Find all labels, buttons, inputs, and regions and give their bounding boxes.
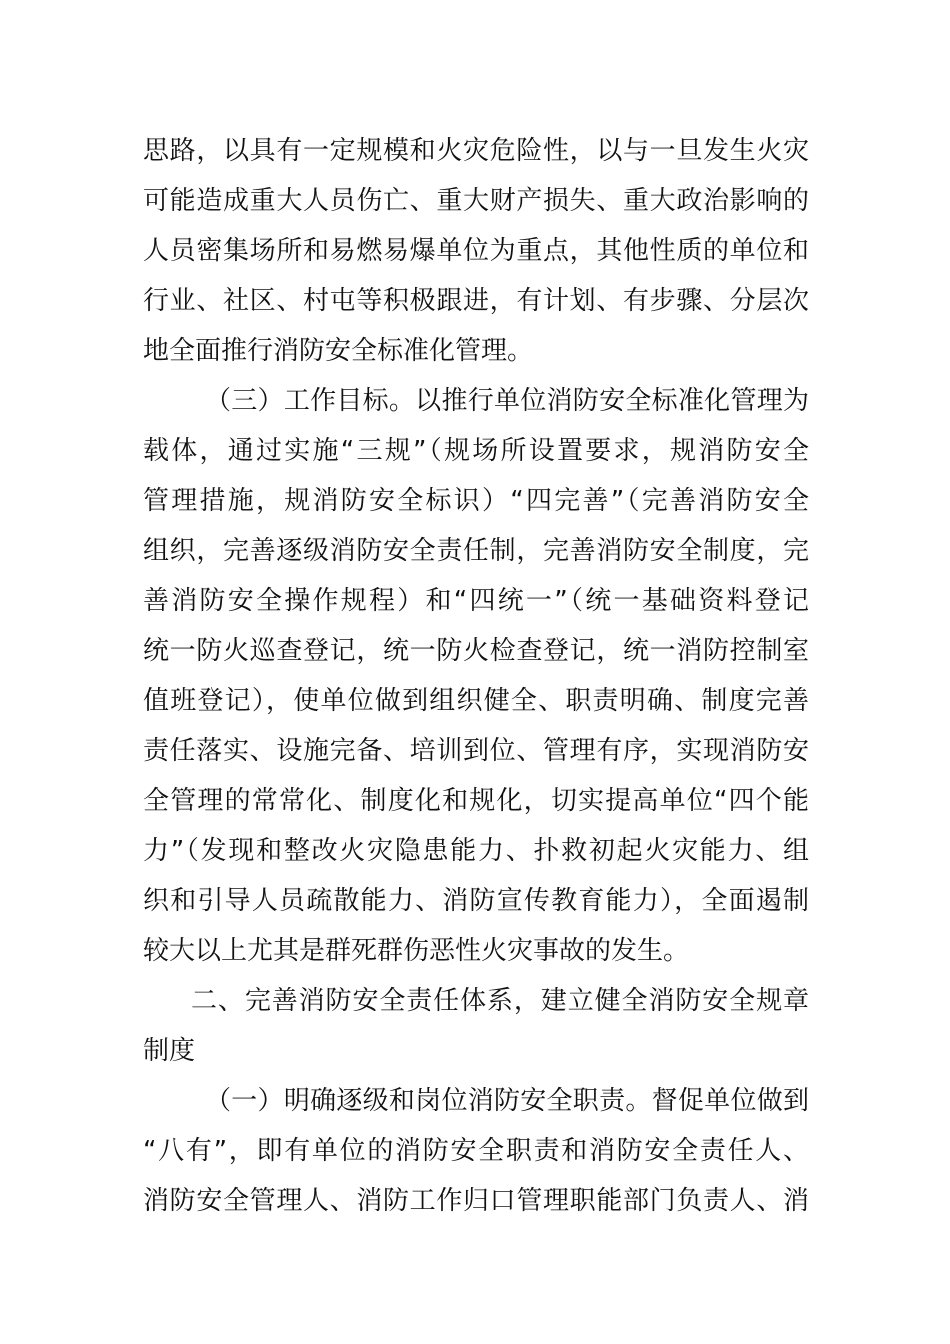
text-line: 全管理的常常化、制度化和规化，切实提高单位“四个能 xyxy=(143,786,809,816)
text-line: 管理措施，规消防安全标识）“四完善”（完善消防安全 xyxy=(143,486,809,516)
text-line: 力”（发现和整改火灾隐患能力、扑救初起火灾能力、组 xyxy=(143,836,809,866)
chapter-heading-line: 二、完善消防安全责任体系，建立健全消防安全规章 xyxy=(191,986,809,1016)
text-line: 织和引导人员疏散能力、消防宣传教育能力），全面遏制 xyxy=(143,886,809,916)
text-line: 行业、社区、村屯等积极跟进，有计划、有步骤、分层次 xyxy=(143,286,809,316)
text-line: 消防安全管理人、消防工作归口管理职能部门负责人、消 xyxy=(143,1186,809,1216)
text-line: 可能造成重大人员伤亡、重大财产损失、重大政治影响的 xyxy=(143,186,809,216)
text-line: 人员密集场所和易燃易爆单位为重点，其他性质的单位和 xyxy=(143,236,809,266)
document-body xyxy=(143,126,809,1226)
text-line: 载体，通过实施“三规”（规场所设置要求，规消防安全 xyxy=(143,436,809,466)
text-line: 地全面推行消防安全标准化管理。 xyxy=(143,336,534,366)
text-line: 责任落实、设施完备、培训到位、管理有序，实现消防安 xyxy=(143,736,809,766)
section-heading-line: （一）明确逐级和岗位消防安全职责。督促单位做到 xyxy=(205,1086,809,1116)
text-line: 组织，完善逐级消防安全责任制，完善消防安全制度，完 xyxy=(143,536,809,566)
text-line: 善消防安全操作规程）和“四统一”（统一基础资料登记 xyxy=(143,586,809,616)
chapter-heading-line: 制度 xyxy=(143,1036,196,1066)
section-heading-line: （三）工作目标。以推行单位消防安全标准化管理为 xyxy=(205,386,809,416)
text-line: 值班登记），使单位做到组织健全、职责明确、制度完善 xyxy=(143,686,809,716)
text-line: “八有”，即有单位的消防安全职责和消防安全责任人、 xyxy=(143,1136,809,1166)
text-line: 思路，以具有一定规模和火灾危险性，以与一旦发生火灾 xyxy=(143,136,809,166)
text-line: 统一防火巡查登记，统一防火检查登记，统一消防控制室 xyxy=(143,636,809,666)
text-line: 较大以上尤其是群死群伤恶性火灾事故的发生。 xyxy=(143,936,690,966)
